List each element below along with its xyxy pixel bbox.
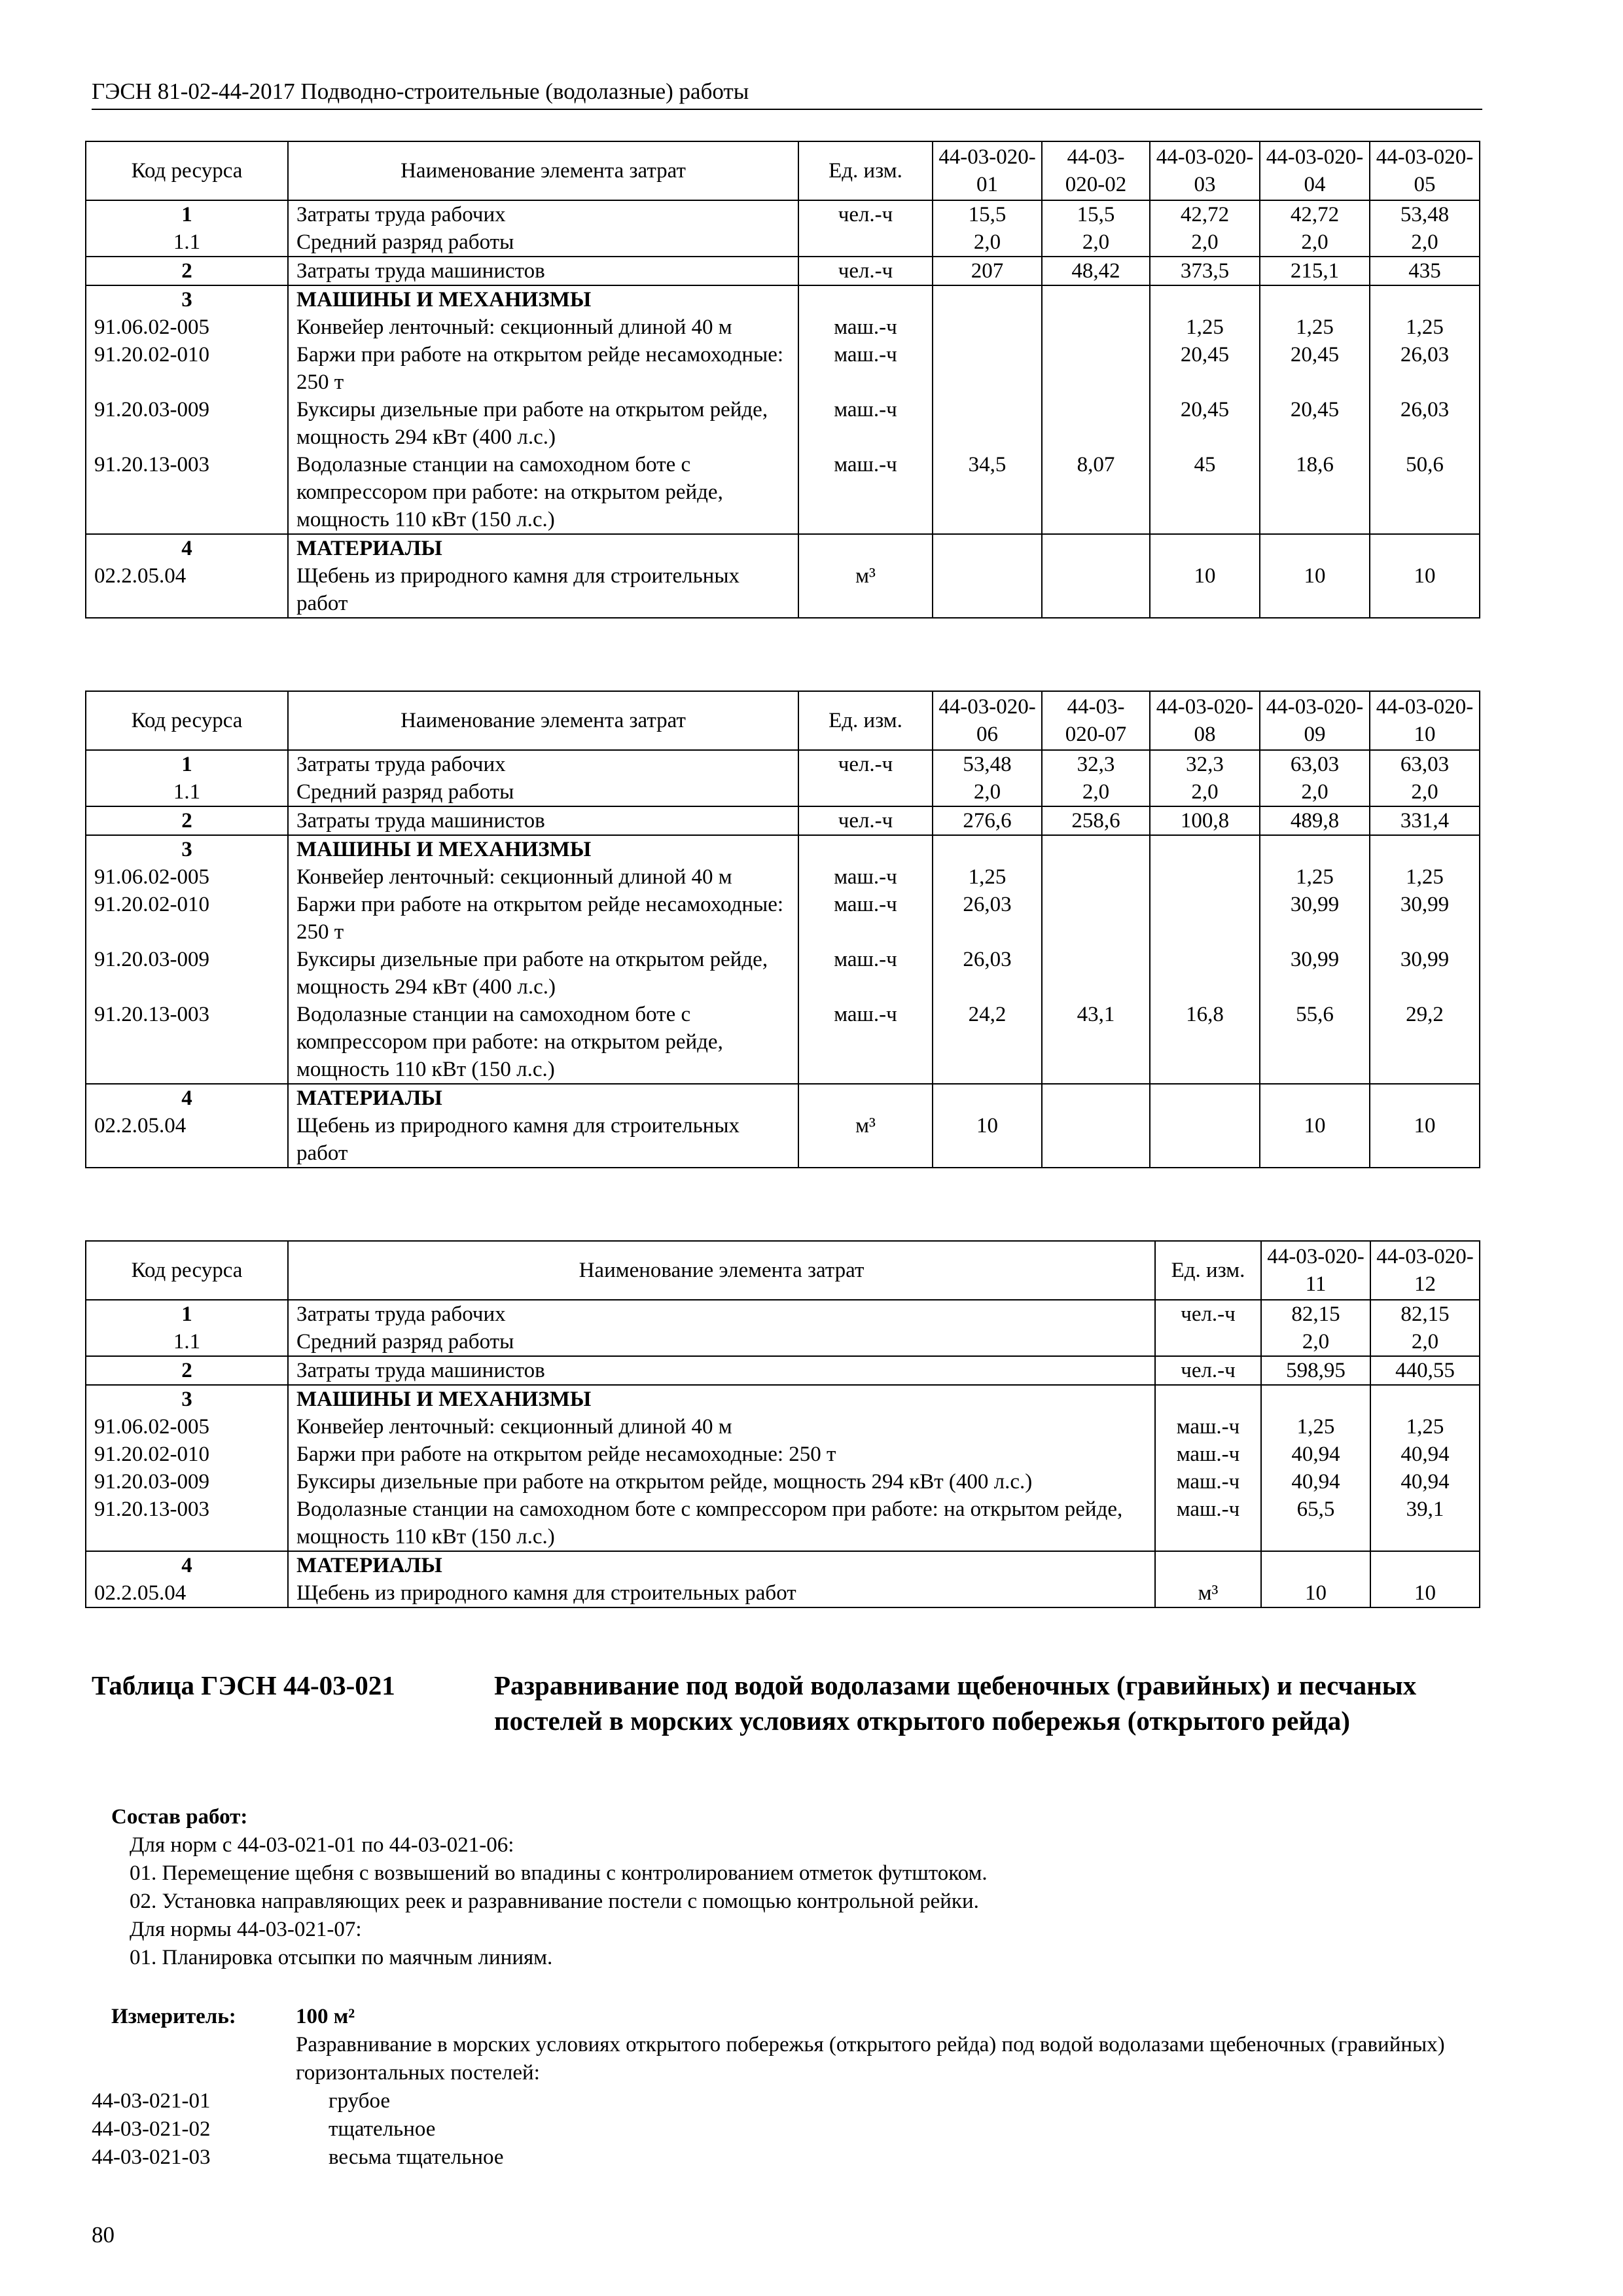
composition-line: 02. Установка направляющих реек и разравнивание постели с помощью контрольной рейки.: [130, 1890, 979, 1913]
value-cell: 1,25: [933, 863, 1042, 891]
col-header-name: Наименование элемента затрат: [288, 141, 798, 200]
resource-code: 91.20.03-009: [86, 396, 288, 451]
value-cell: 10: [1150, 562, 1260, 618]
value-cell: 10: [1370, 1579, 1480, 1607]
value-cell: 26,03: [933, 946, 1042, 1001]
value-cell: 82,15: [1261, 1300, 1370, 1328]
value-cell: 2,0: [1260, 228, 1370, 257]
value-cell: 258,6: [1042, 806, 1150, 835]
table-row: [86, 451, 1480, 534]
value-cell: 276,6: [933, 806, 1042, 835]
resource-code: 1.1: [86, 228, 288, 257]
value-cell: 489,8: [1260, 806, 1370, 835]
value-cell: 65,5: [1261, 1496, 1370, 1551]
value-cell: 331,4: [1370, 806, 1480, 835]
resource-unit: маш.-ч: [798, 396, 933, 451]
value-cell: 15,5: [933, 200, 1042, 228]
value-cell: 50,6: [1370, 451, 1480, 534]
value-cell: 24,2: [933, 1001, 1042, 1084]
norm-code: 44-03-021-02: [92, 2117, 211, 2141]
value-cell: [1042, 562, 1150, 618]
table-row: [86, 228, 1480, 257]
value-cell: 30,99: [1260, 891, 1370, 946]
resource-name: Щебень из природного камня для строительных работ: [288, 1579, 1155, 1607]
value-cell: 40,94: [1370, 1468, 1480, 1496]
value-cell: 1,25: [1261, 1413, 1370, 1441]
resource-name: Средний разряд работы: [288, 778, 798, 806]
resource-name: Буксиры дизельные при работе на открытом рейде, мощность 294 кВт (400 л.с.): [288, 1468, 1155, 1496]
value-cell: 10: [933, 1112, 1042, 1168]
resource-code: 3: [86, 835, 288, 863]
resource-name: Средний разряд работы: [288, 1328, 1155, 1356]
resource-name: Баржи при работе на открытом рейде несамоходные: 250 т: [288, 891, 798, 946]
list-item: [92, 2087, 1486, 2115]
table-row: [86, 1328, 1480, 1356]
resource-code: 02.2.05.04: [86, 1579, 288, 1607]
table-row: [86, 314, 1480, 341]
resource-code: 91.06.02-005: [86, 314, 288, 341]
composition-line: Для норм с 44-03-021-01 по 44-03-021-06:: [130, 1833, 514, 1857]
value-cell: 2,0: [1260, 778, 1370, 806]
col-header-norm: 44-03-020-08: [1150, 691, 1260, 750]
composition-line: 01. Перемещение щебня с возвышений во впадины с контролированием отметок футштоком.: [130, 1861, 988, 1885]
resource-code: 3: [86, 285, 288, 314]
value-cell: [1042, 396, 1150, 451]
resource-unit: чел.-ч: [798, 750, 933, 778]
value-cell: [1042, 1112, 1150, 1168]
resource-unit: м³: [798, 1112, 933, 1168]
value-cell: 30,99: [1260, 946, 1370, 1001]
value-cell: 43,1: [1042, 1001, 1150, 1084]
value-cell: 20,45: [1150, 341, 1260, 396]
table-row: [86, 1001, 1480, 1084]
value-cell: 2,0: [1042, 228, 1150, 257]
norm-table-1: [85, 141, 1480, 619]
value-cell: 8,07: [1042, 451, 1150, 534]
value-cell: [1150, 946, 1260, 1001]
section-heading: МАШИНЫ И МЕХАНИЗМЫ: [288, 835, 798, 863]
table-row: [86, 1579, 1480, 1607]
resource-name: Буксиры дизельные при работе на открытом рейде, мощность 294 кВт (400 л.с.): [288, 396, 798, 451]
table-row: [86, 1112, 1480, 1168]
value-cell: [1150, 1112, 1260, 1168]
col-header-unit: Ед. изм.: [798, 141, 933, 200]
value-cell: [933, 562, 1042, 618]
value-cell: [933, 396, 1042, 451]
resource-name: Затраты труда машинистов: [288, 806, 798, 835]
resource-unit: [1155, 1328, 1261, 1356]
section-heading: МАТЕРИАЛЫ: [288, 1551, 1155, 1579]
resource-name: Затраты труда машинистов: [288, 257, 798, 285]
resource-code: 91.06.02-005: [86, 863, 288, 891]
table-header-row: [86, 691, 1480, 750]
running-header: ГЭСН 81-02-44-2017 Подводно-строительные (водолазные) работы: [92, 77, 1482, 110]
value-cell: 63,03: [1370, 750, 1480, 778]
value-cell: 20,45: [1150, 396, 1260, 451]
value-cell: 16,8: [1150, 1001, 1260, 1084]
value-cell: 2,0: [1261, 1328, 1370, 1356]
table-row: [86, 1441, 1480, 1468]
col-header-norm: 44-03-020-06: [933, 691, 1042, 750]
value-cell: 10: [1370, 562, 1480, 618]
resource-unit: маш.-ч: [1155, 1496, 1261, 1551]
resource-name: Водолазные станции на самоходном боте с компрессором при работе: на открытом рейде, мощность 110 кВт (150 л.с.): [288, 1001, 798, 1084]
resource-unit: маш.-ч: [798, 946, 933, 1001]
meter-block: [92, 2003, 1486, 2172]
resource-unit: маш.-ч: [798, 891, 933, 946]
value-cell: 207: [933, 257, 1042, 285]
table-row: [86, 863, 1480, 891]
col-header-unit: Ед. изм.: [1155, 1241, 1261, 1300]
value-cell: [933, 341, 1042, 396]
value-cell: [1042, 314, 1150, 341]
value-cell: 2,0: [1370, 778, 1480, 806]
resource-unit: чел.-ч: [798, 257, 933, 285]
resource-name: Затраты труда машинистов: [288, 1356, 1155, 1385]
resource-name: Конвейер ленточный: секционный длиной 40 м: [288, 1413, 1155, 1441]
value-cell: 1,25: [1150, 314, 1260, 341]
section-heading: МАШИНЫ И МЕХАНИЗМЫ: [288, 1385, 1155, 1413]
resource-code: 2: [86, 806, 288, 835]
table-row: [86, 1468, 1480, 1496]
norm-code: 44-03-021-01: [92, 2089, 211, 2113]
table-row: [86, 946, 1480, 1001]
value-cell: 2,0: [1150, 228, 1260, 257]
resource-name: Буксиры дизельные при работе на открытом рейде, мощность 294 кВт (400 л.с.): [288, 946, 798, 1001]
value-cell: 2,0: [933, 228, 1042, 257]
resource-unit: маш.-ч: [798, 1001, 933, 1084]
table-header-row: [86, 1241, 1480, 1300]
value-cell: 440,55: [1370, 1356, 1480, 1385]
resource-code: 1: [86, 750, 288, 778]
resource-code: 02.2.05.04: [86, 1112, 288, 1168]
col-header-code: Код ресурса: [86, 1241, 288, 1300]
value-cell: 10: [1260, 562, 1370, 618]
value-cell: [1042, 946, 1150, 1001]
col-header-unit: Ед. изм.: [798, 691, 933, 750]
resource-name: Щебень из природного камня для строительных работ: [288, 562, 798, 618]
table-row: [86, 1356, 1480, 1385]
resource-unit: чел.-ч: [1155, 1356, 1261, 1385]
table-row: [86, 750, 1480, 778]
resource-unit: чел.-ч: [798, 806, 933, 835]
page-number: 80: [92, 2222, 115, 2248]
resource-code: 1: [86, 1300, 288, 1328]
col-header-norm: 44-03-020-02: [1042, 141, 1150, 200]
resource-unit: маш.-ч: [1155, 1468, 1261, 1496]
value-cell: 48,42: [1042, 257, 1150, 285]
list-item: [92, 2115, 1486, 2144]
resource-unit: м³: [1155, 1579, 1261, 1607]
resource-name: Конвейер ленточный: секционный длиной 40 м: [288, 314, 798, 341]
resource-code: 1.1: [86, 778, 288, 806]
value-cell: 26,03: [1370, 396, 1480, 451]
resource-name: Водолазные станции на самоходном боте с компрессором при работе: на открытом рейде, мощность 110 кВт (150 л.с.): [288, 451, 798, 534]
resource-unit: маш.-ч: [798, 314, 933, 341]
table-row: [86, 1496, 1480, 1551]
table-row: [86, 562, 1480, 618]
col-header-norm: 44-03-020-09: [1260, 691, 1370, 750]
value-cell: 20,45: [1260, 341, 1370, 396]
norm-name: грубое: [329, 2089, 391, 2113]
resource-code: 1: [86, 200, 288, 228]
resource-code: 91.20.13-003: [86, 1001, 288, 1084]
resource-code: 91.06.02-005: [86, 1413, 288, 1441]
meter-label: Измеритель:: [111, 2005, 236, 2028]
table-row: [86, 1300, 1480, 1328]
resource-name: Водолазные станции на самоходном боте с компрессором при работе: на открытом рейде, мощность 110 кВт (150 л.с.): [288, 1496, 1155, 1551]
value-cell: 10: [1260, 1112, 1370, 1168]
col-header-norm: 44-03-020-07: [1042, 691, 1150, 750]
table-title: Разравнивание под водой водолазами щебеночных (гравийных) и песчаных постелей в морских условиях открытого побережья (открытого рейда): [494, 1670, 1417, 1736]
value-cell: 40,94: [1261, 1468, 1370, 1496]
value-cell: 32,3: [1150, 750, 1260, 778]
resource-code: 2: [86, 1356, 288, 1385]
col-header-norm: 44-03-020-05: [1370, 141, 1480, 200]
value-cell: 2,0: [1150, 778, 1260, 806]
value-cell: [1042, 341, 1150, 396]
value-cell: 10: [1261, 1579, 1370, 1607]
norm-code: 44-03-021-03: [92, 2145, 211, 2169]
table-row: [86, 200, 1480, 228]
value-cell: 32,3: [1042, 750, 1150, 778]
resource-code: 2: [86, 257, 288, 285]
value-cell: 53,48: [933, 750, 1042, 778]
table-row: [86, 285, 1480, 314]
col-header-code: Код ресурса: [86, 691, 288, 750]
value-cell: 2,0: [1370, 228, 1480, 257]
work-composition: [111, 1803, 988, 1972]
resource-code: 4: [86, 534, 288, 562]
value-cell: 42,72: [1260, 200, 1370, 228]
resource-code: 91.20.03-009: [86, 1468, 288, 1496]
norm-name: тщательное: [329, 2117, 436, 2141]
value-cell: 63,03: [1260, 750, 1370, 778]
value-cell: [1042, 891, 1150, 946]
value-cell: 1,25: [1370, 863, 1480, 891]
resource-code: 91.20.13-003: [86, 451, 288, 534]
table-row: [86, 1385, 1480, 1413]
meter-value: 100 м²: [296, 2005, 355, 2028]
col-header-norm: 44-03-020-04: [1260, 141, 1370, 200]
resource-code: 91.20.13-003: [86, 1496, 288, 1551]
meter-description: Разравнивание в морских условиях открытого побережья (открытого рейда) под водой водолазами щебеночных (гравийных) горизонтальных постелей:: [296, 2033, 1445, 2085]
value-cell: 55,6: [1260, 1001, 1370, 1084]
section-heading: МАТЕРИАЛЫ: [288, 1084, 798, 1112]
resource-unit: чел.-ч: [1155, 1300, 1261, 1328]
value-cell: 40,94: [1261, 1441, 1370, 1468]
value-cell: 29,2: [1370, 1001, 1480, 1084]
resource-unit: маш.-ч: [798, 451, 933, 534]
resource-unit: маш.-ч: [798, 341, 933, 396]
resource-unit: м³: [798, 562, 933, 618]
value-cell: 26,03: [933, 891, 1042, 946]
resource-name: Затраты труда рабочих: [288, 200, 798, 228]
table-row: [86, 1551, 1480, 1579]
value-cell: 373,5: [1150, 257, 1260, 285]
resource-name: Средний разряд работы: [288, 228, 798, 257]
resource-code: 91.20.02-010: [86, 891, 288, 946]
value-cell: 39,1: [1370, 1496, 1480, 1551]
value-cell: [933, 314, 1042, 341]
resource-name: Баржи при работе на открытом рейде несамоходные: 250 т: [288, 1441, 1155, 1468]
value-cell: 45: [1150, 451, 1260, 534]
col-header-norm: 44-03-020-10: [1370, 691, 1480, 750]
value-cell: 40,94: [1370, 1441, 1480, 1468]
composition-line: Для нормы 44-03-021-07:: [130, 1918, 362, 1941]
resource-code: 4: [86, 1551, 288, 1579]
resource-unit: [798, 778, 933, 806]
table-row: [86, 257, 1480, 285]
resource-unit: маш.-ч: [798, 863, 933, 891]
value-cell: 1,25: [1370, 314, 1480, 341]
resource-unit: [798, 228, 933, 257]
section-heading: МАТЕРИАЛЫ: [288, 534, 798, 562]
value-cell: 1,25: [1370, 1413, 1480, 1441]
value-cell: 18,6: [1260, 451, 1370, 534]
value-cell: 2,0: [933, 778, 1042, 806]
value-cell: 30,99: [1370, 891, 1480, 946]
value-cell: [1150, 863, 1260, 891]
list-item: [92, 2144, 1486, 2172]
table-row: [86, 835, 1480, 863]
value-cell: 82,15: [1370, 1300, 1480, 1328]
value-cell: 10: [1370, 1112, 1480, 1168]
value-cell: [1150, 891, 1260, 946]
resource-name: Баржи при работе на открытом рейде несамоходные: 250 т: [288, 341, 798, 396]
value-cell: 2,0: [1042, 778, 1150, 806]
col-header-code: Код ресурса: [86, 141, 288, 200]
value-cell: 42,72: [1150, 200, 1260, 228]
table-row: [86, 341, 1480, 396]
resource-code: 91.20.02-010: [86, 1441, 288, 1468]
col-header-norm: 44-03-020-12: [1370, 1241, 1480, 1300]
resource-unit: маш.-ч: [1155, 1413, 1261, 1441]
resource-unit: чел.-ч: [798, 200, 933, 228]
value-cell: 100,8: [1150, 806, 1260, 835]
norm-name: весьма тщательное: [329, 2145, 504, 2169]
value-cell: 26,03: [1370, 341, 1480, 396]
resource-name: Конвейер ленточный: секционный длиной 40 м: [288, 863, 798, 891]
resource-code: 3: [86, 1385, 288, 1413]
value-cell: [1042, 863, 1150, 891]
table-header-row: [86, 141, 1480, 200]
table-row: [86, 891, 1480, 946]
col-header-name: Наименование элемента затрат: [288, 1241, 1155, 1300]
value-cell: 30,99: [1370, 946, 1480, 1001]
norm-table-2: [85, 691, 1480, 1168]
table-row: [86, 534, 1480, 562]
table-row: [86, 806, 1480, 835]
resource-name: Затраты труда рабочих: [288, 750, 798, 778]
value-cell: 215,1: [1260, 257, 1370, 285]
norm-table-3: [85, 1240, 1480, 1608]
table-row: [86, 1413, 1480, 1441]
resource-code: 91.20.03-009: [86, 946, 288, 1001]
table-number: Таблица ГЭСН 44-03-021: [92, 1670, 395, 1700]
resource-code: 1.1: [86, 1328, 288, 1356]
section-heading: МАШИНЫ И МЕХАНИЗМЫ: [288, 285, 798, 314]
resource-name: Щебень из природного камня для строительных работ: [288, 1112, 798, 1168]
value-cell: 435: [1370, 257, 1480, 285]
col-header-name: Наименование элемента затрат: [288, 691, 798, 750]
col-header-norm: 44-03-020-03: [1150, 141, 1260, 200]
value-cell: 1,25: [1260, 314, 1370, 341]
resource-code: 4: [86, 1084, 288, 1112]
composition-heading: Состав работ:: [111, 1805, 248, 1829]
value-cell: 1,25: [1260, 863, 1370, 891]
table-row: [86, 778, 1480, 806]
value-cell: 34,5: [933, 451, 1042, 534]
value-cell: 15,5: [1042, 200, 1150, 228]
value-cell: 20,45: [1260, 396, 1370, 451]
value-cell: 2,0: [1370, 1328, 1480, 1356]
resource-unit: маш.-ч: [1155, 1441, 1261, 1468]
resource-code: 02.2.05.04: [86, 562, 288, 618]
resource-code: 91.20.02-010: [86, 341, 288, 396]
table-row: [86, 396, 1480, 451]
resource-name: Затраты труда рабочих: [288, 1300, 1155, 1328]
value-cell: 598,95: [1261, 1356, 1370, 1385]
composition-line: 01. Планировка отсыпки по маячным линиям.: [130, 1946, 553, 1969]
col-header-norm: 44-03-020-01: [933, 141, 1042, 200]
table-row: [86, 1084, 1480, 1112]
value-cell: 53,48: [1370, 200, 1480, 228]
col-header-norm: 44-03-020-11: [1261, 1241, 1370, 1300]
